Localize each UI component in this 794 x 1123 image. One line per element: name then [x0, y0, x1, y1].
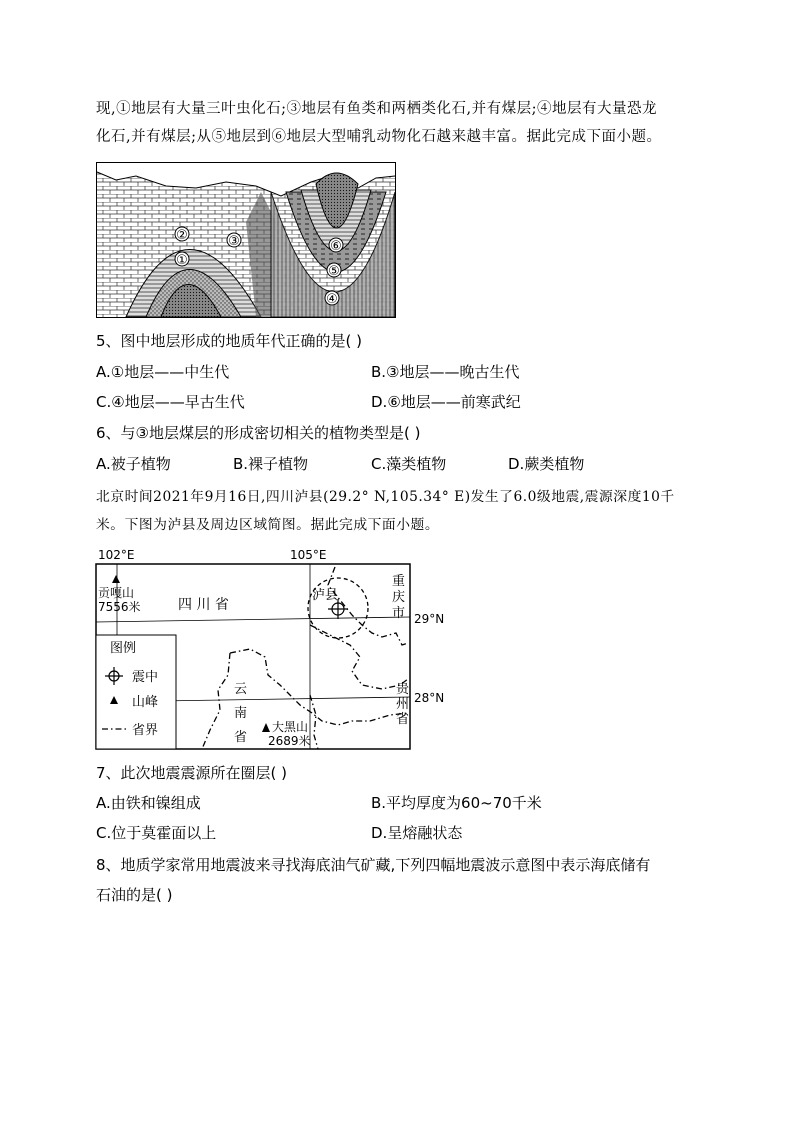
chongqing-label-2: 庆 — [392, 590, 406, 605]
sichuan-label: 四 川 省 — [178, 597, 229, 613]
gongga-name: 贡嘎山 — [98, 586, 135, 600]
lon-105-label: 105°E — [290, 548, 327, 562]
lat-29-label: 29°N — [414, 612, 445, 626]
q5-option-b[interactable]: B.③地层——晚古生代 — [371, 363, 520, 381]
q8-line-1: 8、地质学家常用地震波来寻找海底油气矿藏,下列四幅地震波示意图中表示海底储有 — [96, 856, 651, 874]
q7-option-a[interactable]: A.由铁和镍组成 — [96, 794, 201, 812]
daheishan-height: 2689米 — [268, 734, 311, 748]
chongqing-label-3: 市 — [392, 606, 406, 621]
q5-option-d[interactable]: D.⑥地层——前寒武纪 — [371, 393, 521, 411]
yunnan-label-1: 云 — [234, 682, 248, 697]
q7-option-b[interactable]: B.平均厚度为60~70千米 — [371, 794, 542, 812]
strata-label-6: ⑥ — [330, 239, 342, 254]
strata-label-3: ③ — [228, 234, 240, 249]
strata-label-2: ② — [176, 228, 188, 243]
q7-option-d[interactable]: D.呈熔融状态 — [371, 824, 463, 842]
daheishan-name: 大黑山 — [272, 720, 309, 734]
legend-peak: 山峰 — [132, 695, 159, 710]
intro-line-2: 化石,并有煤层;从⑤地层到⑥地层大型哺乳动物化石越来越丰富。据此完成下面小题。 — [96, 129, 662, 145]
yunnan-label-2: 南 — [234, 706, 248, 721]
q8-line-2: 石油的是( ) — [96, 886, 173, 904]
q6-option-b[interactable]: B.裸子植物 — [233, 455, 309, 473]
guizhou-label-1: 贵 — [396, 682, 410, 697]
map-legend — [96, 635, 176, 749]
strata-label-5: ⑤ — [328, 264, 340, 279]
chongqing-label-1: 重 — [392, 574, 406, 589]
legend-border: 省界 — [132, 723, 159, 738]
legend-title: 图例 — [110, 641, 137, 656]
gongga-height: 7556米 — [98, 600, 141, 614]
q6-option-c[interactable]: C.藻类植物 — [371, 455, 447, 473]
q7-stem: 7、此次地震震源所在圈层( ) — [96, 764, 288, 782]
guizhou-label-2: 州 — [396, 697, 410, 712]
q7-option-c[interactable]: C.位于莫霍面以上 — [96, 824, 217, 842]
intro-line-1: 现,①地层有大量三叶虫化石;③地层有鱼类和两栖类化石,并有煤层;④地层有大量恐龙 — [96, 101, 657, 117]
q5-option-c[interactable]: C.④地层——早古生代 — [96, 393, 245, 411]
q5-option-a[interactable]: A.①地层——中生代 — [96, 363, 230, 381]
q6-option-a[interactable]: A.被子植物 — [96, 455, 171, 473]
q6-option-d[interactable]: D.蕨类植物 — [508, 455, 585, 473]
yunnan-label-3: 省 — [234, 730, 248, 745]
q6-stem: 6、与③地层煤层的形成密切相关的植物类型是( ) — [96, 424, 421, 442]
strata-label-4: ④ — [326, 292, 338, 307]
region-map — [90, 545, 460, 755]
luxian-label: 泸县 — [312, 588, 339, 603]
guizhou-label-3: 省 — [396, 712, 410, 727]
passage2-line-1: 北京时间2021年9月16日,四川泸县(29.2° N,105.34° E)发生了6.0级地震,震源深度10千 — [96, 489, 675, 505]
passage2-line-2: 米。下图为泸县及周边区域简图。据此完成下面小题。 — [96, 517, 440, 533]
lat-28-label: 28°N — [414, 691, 445, 705]
legend-epicenter: 震中 — [132, 670, 159, 685]
q5-stem: 5、图中地层形成的地质年代正确的是( ) — [96, 332, 363, 350]
strata-figure — [96, 162, 396, 318]
strata-label-1: ① — [176, 253, 188, 268]
lon-102-label: 102°E — [98, 548, 135, 562]
